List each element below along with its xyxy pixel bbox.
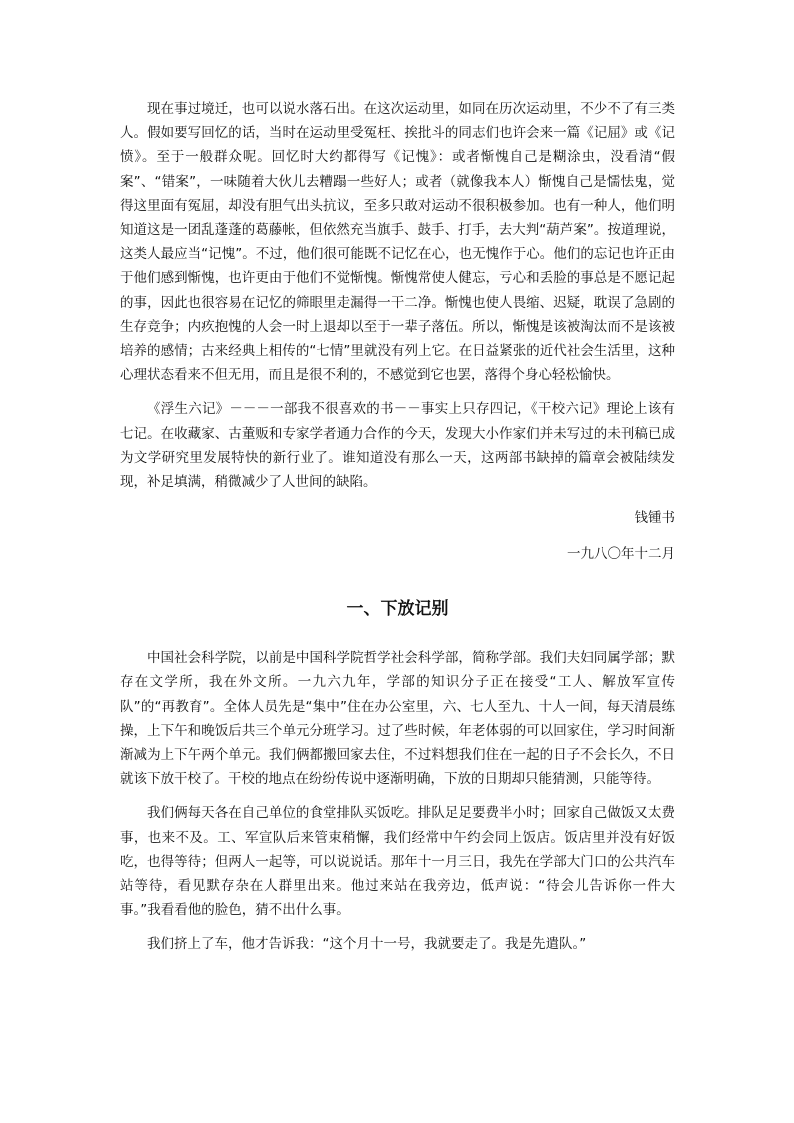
chapter-paragraph-2: 我们俩每天各在自己单位的食堂排队买饭吃。排队足足要费半小时；回家自己做饭又太费事，也来不及。工、军宣队后来管束稍懈，我们经常中午约会同上饭店。饭店里并没有好饭吃，也得等待；但两人一起等，可以说说话。那年十一月三日，我先在学部大门口的公共汽车站等待，看见默存杂在人群里出来。他过来站在我旁边，低声说：“待会儿告诉你一件大事。”我看看他的脸色，猜不出什么事。 bbox=[120, 805, 675, 919]
signature: 钱锺书 bbox=[634, 510, 675, 527]
chapter-paragraph-3: 我们挤上了车，他才告诉我：“这个月十一号，我就要走了。我是先遣队。” bbox=[147, 936, 587, 953]
signature-date: 一九八〇年十二月 bbox=[567, 546, 675, 563]
preface-paragraph-2: 《浮生六记》－－－一部我不很喜欢的书－－事实上只存四记，《干校六记》理论上该有七记。在收藏家、古董贩和专家学者通力合作的今天，发现大小作家们并未写过的未刊稿已成为文学研究里发展特快的新行业了。谁知道没有那么一天，这两部书缺掉的篇章会被陆续发现，补足填满，稍微减少了人世间的缺陷。 bbox=[120, 401, 675, 491]
document-body bbox=[120, 97, 675, 967]
chapter-title: 一、下放记别 bbox=[346, 599, 449, 620]
chapter-paragraph-1: 中国社会科学院，以前是中国科学院哲学社会科学部，简称学部。我们夫妇同属学部；默存在文学所，我在外文所。一九六九年，学部的知识分子正在接受“工人、解放军宣传队”的“再教育”。全体人员先是“集中”住在办公室里，六、七人至九、十人一间，每天清晨练操，上下午和晚饭后共三个单元分班学习。过了些时候，年老体弱的可以回家住，学习时间渐渐减为上下午两个单元。我们俩都搬回家去住，不过料想我们住在一起的日子不会长久，不日就该下放干校了。干校的地点在纷纷传说中逐渐明确，下放的日期却只能猜测，只能等待。 bbox=[120, 650, 675, 788]
preface-paragraph-1: 现在事过境迁，也可以说水落石出。在这次运动里，如同在历次运动里，不少不了有三类人。假如要写回忆的话，当时在运动里受冤枉、挨批斗的同志们也许会来一篇《记屈》或《记愤》。至于一般群众呢。回忆时大约都得写《记愧》：或者惭愧自己是糊涂虫，没看清“假案”、“错案”，一味随着大伙儿去糟蹋一些好人；或者（就像我本人）惭愧自己是懦怯鬼，觉得这里面有冤屈，却没有胆气出头抗议，至多只敢对运动不很积极参加。也有一种人，他们明知道这是一团乱蓬蓬的葛藤帐，但依然充当旗手、鼓手、打手，去大判“葫芦案”。按道理说，这类人最应当“记愧”。不过，他们很可能既不记忆在心，也无愧作于心。他们的忘记也许正由于他们感到惭愧，也许更由于他们不觉惭愧。惭愧常使人健忘，亏心和丢脸的事总是不愿记起的事，因此也很容易在记忆的筛眼里走漏得一干二净。惭愧也使人畏缩、迟疑，耽误了急剧的生存竞争；内疚抱愧的人会一时上退却以至于一辈子落伍。所以，惭愧是该被淘汰而不是该被培养的感情；古来经典上相传的“七情”里就没有列上它。在日益紧张的近代社会生活里，这种心理状态看来不但无用，而且是很不利的，不感觉到它也罢，落得个身心轻松愉快。 bbox=[120, 101, 675, 384]
